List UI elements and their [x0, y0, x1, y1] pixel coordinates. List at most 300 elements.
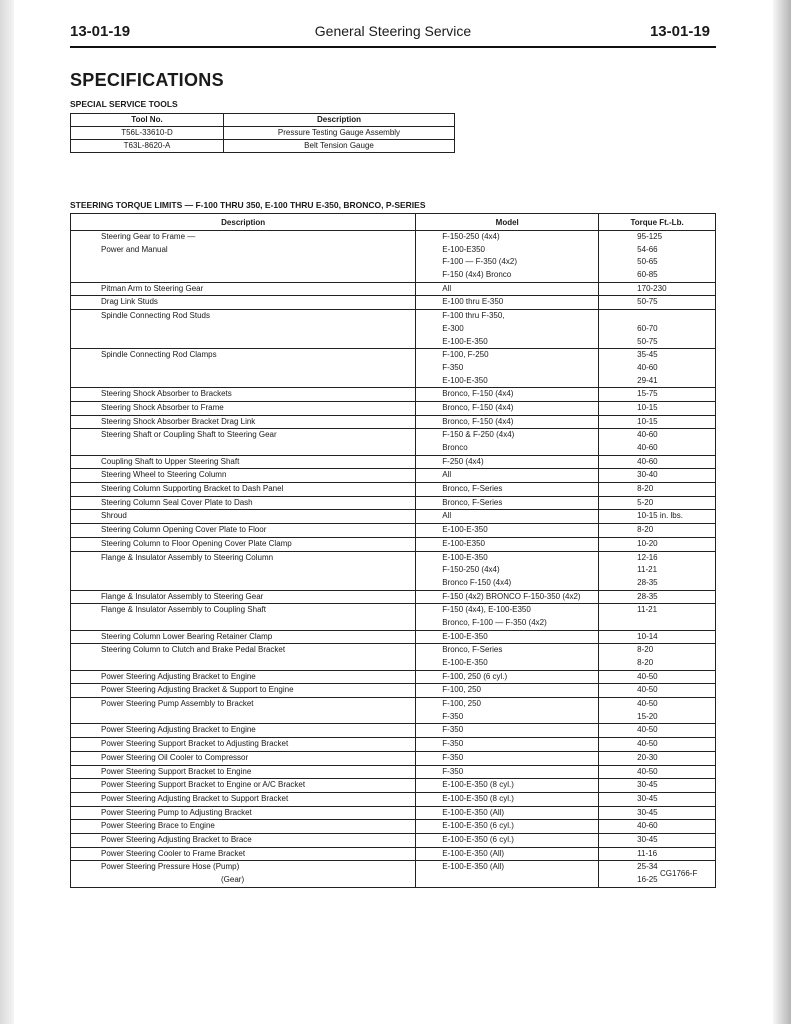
- torque-description-cell: [71, 792, 416, 806]
- torque-model-cell: [416, 698, 599, 724]
- cell-line: 28-35: [637, 591, 658, 601]
- torque-description-cell: [71, 765, 416, 779]
- table-row: [71, 524, 716, 538]
- torque-model-cell: [416, 524, 599, 538]
- torque-value-cell: [599, 751, 716, 765]
- torque-description-cell: [71, 644, 416, 670]
- cell-line: Power Steering Pump to Adjusting Bracket: [101, 807, 252, 817]
- cell-line: 28-35: [637, 577, 658, 587]
- cell-line: 5-20: [637, 497, 654, 507]
- torque-value-cell: [599, 415, 716, 429]
- tools-col-tool-no: Tool No.: [71, 114, 224, 127]
- cell-line: 40-50: [637, 671, 658, 681]
- cell-line: 11-21: [637, 605, 658, 615]
- torque-value-cell: [599, 483, 716, 497]
- cell-line: 10-14: [637, 631, 658, 641]
- torque-model-cell: [416, 537, 599, 551]
- table-row: [71, 861, 716, 887]
- cell-line: [71, 577, 415, 590]
- torque-limits-label: STEERING TORQUE LIMITS — F-100 THRU 350, E-100 THRU E-350, BRONCO, P-SERIES: [70, 200, 426, 210]
- cell-line: [599, 310, 715, 323]
- cell-line: [71, 617, 415, 630]
- page-edge-shadow: [773, 0, 791, 1024]
- torque-description-cell: [71, 510, 416, 524]
- cell-line: Steering Column Lower Bearing Retainer Clamp: [101, 631, 273, 641]
- cell-line: Power Steering Pump Assembly to Bracket: [101, 699, 254, 709]
- torque-description-cell: [71, 483, 416, 497]
- torque-model-cell: [416, 847, 599, 861]
- cell-line: F-350: [442, 766, 464, 776]
- cell-line: Steering Shock Absorber Bracket Drag Link: [101, 416, 256, 426]
- torque-description-cell: [71, 429, 416, 455]
- table-row: [71, 684, 716, 698]
- tools-col-description: Description: [224, 114, 455, 127]
- table-row: [71, 833, 716, 847]
- table-row: [71, 792, 716, 806]
- cell-line: Power and Manual: [101, 244, 168, 254]
- cell-line: 60-70: [637, 323, 658, 333]
- cell-line: E-100-E-350: [442, 552, 488, 562]
- torque-description-cell: [71, 415, 416, 429]
- torque-value-cell: [599, 455, 716, 469]
- cell-line: Power Steering Cooler to Frame Bracket: [101, 848, 246, 858]
- page-binding-edge: [0, 0, 14, 1024]
- torque-model-cell: [416, 401, 599, 415]
- table-row: [71, 388, 716, 402]
- cell-line: Spindle Connecting Rod Studs: [101, 311, 210, 321]
- torque-description-cell: [71, 349, 416, 388]
- cell-line: 12-16: [637, 552, 658, 562]
- cell-line: [71, 564, 415, 577]
- cell-line: 40-60: [637, 821, 658, 831]
- cell-line: (Gear): [221, 875, 245, 884]
- cell-line: 95-125: [637, 232, 663, 241]
- table-row: [71, 738, 716, 752]
- cell-line: Flange & Insulator Assembly to Steering Gear: [101, 591, 264, 601]
- torque-description-cell: [71, 779, 416, 793]
- table-row: [71, 469, 716, 483]
- torque-value-cell: [599, 388, 716, 402]
- cell-line: [71, 256, 415, 269]
- torque-description-cell: [71, 469, 416, 483]
- cell-line: 40-50: [637, 699, 658, 709]
- torque-value-cell: [599, 231, 716, 283]
- table-row: [71, 630, 716, 644]
- cell-line: E-100-E-350 (All): [442, 862, 505, 872]
- torque-value-cell: [599, 537, 716, 551]
- cell-line: Steering Shock Absorber to Brackets: [101, 389, 232, 399]
- cell-line: Bronco: [442, 443, 468, 452]
- cell-line: 50-75: [637, 297, 658, 307]
- torque-model-cell: [416, 670, 599, 684]
- cell-line: 40-60: [637, 443, 658, 452]
- cell-line: Steering Column Supporting Bracket to Dash Panel: [101, 484, 284, 494]
- page-header: [70, 22, 716, 48]
- cell-line: F-150 (4x2) BRONCO F-150-350 (4x2): [442, 591, 581, 601]
- cell-line: 30-45: [637, 834, 658, 844]
- cell-line: 30-45: [637, 793, 658, 803]
- torque-value-cell: [599, 792, 716, 806]
- torque-value-cell: [599, 820, 716, 834]
- cell-line: Steering Wheel to Steering Column: [101, 470, 227, 480]
- tool-number: T56L-33610-D: [71, 127, 224, 140]
- torque-value-cell: [599, 310, 716, 349]
- torque-model-cell: [416, 429, 599, 455]
- torque-description-cell: [71, 724, 416, 738]
- torque-description-cell: [71, 524, 416, 538]
- torque-model-cell: [416, 551, 599, 590]
- cell-line: Power Steering Adjusting Bracket to Brace: [101, 834, 252, 844]
- cell-line: F-350: [442, 739, 464, 749]
- page-number-left: 13-01-19: [70, 23, 131, 40]
- cell-line: Power Steering Support Bracket to Engine or A/C Bracket: [101, 780, 306, 790]
- cell-line: 35-45: [637, 350, 658, 360]
- torque-value-cell: [599, 724, 716, 738]
- table-row: [71, 806, 716, 820]
- torque-value-cell: [599, 590, 716, 604]
- cell-line: Flange & Insulator Assembly to Coupling Shaft: [101, 605, 266, 615]
- table-row: [71, 483, 716, 497]
- cell-line: F-100 thru F-350,: [442, 311, 505, 321]
- torque-model-cell: [416, 724, 599, 738]
- cell-line: 25-34: [637, 862, 658, 872]
- torque-model-cell: [416, 684, 599, 698]
- cell-line: 8-20: [637, 645, 654, 655]
- cell-line: All: [442, 511, 452, 521]
- torque-value-cell: [599, 551, 716, 590]
- special-tools-label: SPECIAL SERVICE TOOLS: [70, 99, 178, 109]
- cell-line: Flange & Insulator Assembly to Steering Column: [101, 552, 274, 562]
- torque-description-cell: [71, 537, 416, 551]
- torque-description-cell: [71, 388, 416, 402]
- cell-line: 16-25: [637, 875, 658, 884]
- table-row: [71, 604, 716, 630]
- cell-line: F-350: [442, 725, 464, 735]
- torque-description-cell: [71, 231, 416, 283]
- torque-model-cell: [416, 510, 599, 524]
- table-row: [71, 282, 716, 296]
- torque-description-cell: [71, 833, 416, 847]
- torque-description-cell: [71, 751, 416, 765]
- cell-line: F-150-250 (4x4): [442, 232, 500, 241]
- table-row: [71, 510, 716, 524]
- cell-line: Steering Shaft or Coupling Shaft to Steering Gear: [101, 430, 277, 440]
- cell-line: E-100-E-350 (6 cyl.): [442, 821, 514, 831]
- cell-line: [71, 657, 415, 670]
- torque-description-cell: [71, 401, 416, 415]
- cell-line: Bronco, F-150 (4x4): [442, 402, 514, 412]
- table-row: [71, 401, 716, 415]
- torque-description-cell: [71, 847, 416, 861]
- torque-model-cell: [416, 806, 599, 820]
- torque-value-cell: [599, 630, 716, 644]
- torque-description-cell: [71, 684, 416, 698]
- specifications-heading: SPECIFICATIONS: [70, 70, 224, 90]
- cell-line: 40-50: [637, 739, 658, 749]
- cell-line: 11-21: [637, 565, 658, 575]
- cell-line: F-150 (4x4), E-100-E350: [442, 605, 531, 615]
- cell-line: All: [442, 283, 452, 293]
- torque-model-cell: [416, 496, 599, 510]
- table-row: [71, 644, 716, 670]
- table-row: [71, 537, 716, 551]
- cell-line: Power Steering Adjusting Bracket to Engine: [101, 671, 256, 681]
- cell-line: Drag Link Studs: [101, 297, 158, 307]
- cell-line: Shroud: [101, 511, 127, 521]
- cell-line: 30-45: [637, 780, 658, 790]
- table-row: [71, 698, 716, 724]
- cell-line: [71, 323, 415, 336]
- cell-line: E-100-E-350: [442, 375, 488, 385]
- table-row: [71, 310, 716, 349]
- cell-line: E-300: [442, 323, 464, 333]
- torque-model-cell: [416, 751, 599, 765]
- cell-line: Power Steering Support Bracket to Engine: [101, 766, 252, 776]
- torque-description-cell: [71, 282, 416, 296]
- cell-line: Power Steering Adjusting Bracket to Engine: [101, 725, 256, 735]
- torque-model-cell: [416, 820, 599, 834]
- torque-description-cell: [71, 698, 416, 724]
- torque-value-cell: [599, 847, 716, 861]
- cell-line: Power Steering Brace to Engine: [101, 821, 215, 831]
- table-row: [71, 765, 716, 779]
- cell-line: 15-20: [637, 711, 658, 721]
- cell-line: 40-60: [637, 430, 658, 440]
- torque-description-cell: [71, 296, 416, 310]
- cell-line: E-100 thru E-350: [442, 297, 504, 307]
- cell-line: F-250 (4x4): [442, 456, 484, 466]
- cell-line: F-350: [442, 752, 464, 762]
- cell-line: Power Steering Adjusting Bracket to Support Bracket: [101, 793, 289, 803]
- cell-line: F-150 & F-250 (4x4): [442, 430, 515, 440]
- torque-description-cell: [71, 670, 416, 684]
- table-row: [71, 296, 716, 310]
- torque-description-cell: [71, 604, 416, 630]
- cell-line: F-100, 250: [442, 685, 481, 695]
- torque-value-cell: [599, 738, 716, 752]
- cell-line: F-100 — F-350 (4x2): [442, 257, 517, 267]
- torque-model-cell: [416, 469, 599, 483]
- cell-line: Steering Gear to Frame —: [101, 232, 196, 241]
- cell-line: [599, 617, 715, 630]
- cell-line: Steering Column to Floor Opening Cover Plate Clamp: [101, 538, 292, 548]
- cell-line: Steering Column to Clutch and Brake Pedal Bracket: [101, 645, 286, 655]
- torque-model-cell: [416, 644, 599, 670]
- torque-col-description: Description: [71, 214, 416, 231]
- cell-line: Pitman Arm to Steering Gear: [101, 283, 204, 293]
- cell-line: E-100-E-350 (8 cyl.): [442, 793, 514, 803]
- cell-line: [71, 269, 415, 282]
- cell-line: Bronco, F-Series: [442, 497, 503, 507]
- cell-line: F-350: [442, 711, 464, 721]
- cell-line: 54-66: [637, 244, 658, 254]
- cell-line: Steering Column Opening Cover Plate to Floor: [101, 525, 267, 535]
- cell-line: [416, 874, 598, 887]
- torque-col-torque: Torque Ft.-Lb.: [599, 214, 716, 231]
- torque-model-cell: [416, 833, 599, 847]
- torque-model-cell: [416, 483, 599, 497]
- special-tools-table: [70, 113, 455, 153]
- cell-line: 8-20: [637, 525, 654, 535]
- cell-line: [71, 442, 415, 455]
- cell-line: 29-41: [637, 375, 658, 385]
- cell-line: 40-50: [637, 685, 658, 695]
- torque-model-cell: [416, 455, 599, 469]
- torque-value-cell: [599, 524, 716, 538]
- cell-line: Coupling Shaft to Upper Steering Shaft: [101, 456, 240, 466]
- tool-number: T63L-8620-A: [71, 140, 224, 153]
- cell-line: E-100-E350: [442, 538, 485, 548]
- torque-value-cell: [599, 496, 716, 510]
- torque-value-cell: [599, 282, 716, 296]
- cell-line: 30-40: [637, 470, 658, 480]
- torque-description-cell: [71, 820, 416, 834]
- cell-line: Power Steering Oil Cooler to Compressor: [101, 752, 249, 762]
- torque-model-cell: [416, 630, 599, 644]
- cell-line: F-100, 250: [442, 699, 481, 709]
- cell-line: E-100-E-350: [442, 525, 488, 535]
- torque-model-cell: [416, 590, 599, 604]
- cell-line: 40-60: [637, 456, 658, 466]
- torque-description-cell: [71, 738, 416, 752]
- cell-line: 15-75: [637, 389, 658, 399]
- cell-line: F-150-250 (4x4): [442, 565, 500, 575]
- cell-line: 11-16: [637, 848, 658, 858]
- cell-line: 40-50: [637, 766, 658, 776]
- table-row: [71, 724, 716, 738]
- torque-model-cell: [416, 296, 599, 310]
- cell-line: E-100-E-350: [442, 336, 488, 346]
- table-row: [71, 455, 716, 469]
- cell-line: 20-30: [637, 752, 658, 762]
- torque-value-cell: [599, 861, 716, 887]
- torque-description-cell: [71, 455, 416, 469]
- cell-line: F-150 (4x4) Bronco: [442, 270, 512, 280]
- table-row: [71, 127, 455, 140]
- torque-model-cell: [416, 349, 599, 388]
- torque-value-cell: [599, 684, 716, 698]
- cell-line: 8-20: [637, 484, 654, 494]
- cell-line: 60-85: [637, 270, 658, 280]
- table-row: [71, 779, 716, 793]
- cell-line: 10-15: [637, 416, 658, 426]
- torque-description-cell: [71, 806, 416, 820]
- tool-description: Pressure Testing Gauge Assembly: [224, 127, 455, 140]
- torque-description-cell: [71, 630, 416, 644]
- cell-line: F-100, F-250: [442, 350, 489, 360]
- torque-model-cell: [416, 282, 599, 296]
- cell-line: Bronco, F-150 (4x4): [442, 416, 514, 426]
- torque-model-cell: [416, 765, 599, 779]
- table-row: [71, 349, 716, 388]
- torque-model-cell: [416, 779, 599, 793]
- torque-model-cell: [416, 861, 599, 887]
- cell-line: Bronco F-150 (4x4): [442, 577, 512, 587]
- torque-description-cell: [71, 551, 416, 590]
- cell-line: 40-50: [637, 725, 658, 735]
- cell-line: [71, 375, 415, 388]
- torque-description-cell: [71, 590, 416, 604]
- cell-line: Power Steering Pressure Hose (Pump): [101, 862, 240, 872]
- cell-line: F-350: [442, 362, 464, 372]
- cell-line: Bronco, F-Series: [442, 484, 503, 494]
- page-number-right: 13-01-19: [649, 23, 710, 40]
- torque-value-cell: [599, 510, 716, 524]
- torque-col-model: Model: [416, 214, 599, 231]
- torque-value-cell: [599, 604, 716, 630]
- table-row: [71, 415, 716, 429]
- cell-line: Bronco, F-Series: [442, 645, 503, 655]
- cell-line: [71, 336, 415, 349]
- cell-line: Steering Shock Absorber to Frame: [101, 402, 224, 412]
- figure-code: CG1766-F: [660, 869, 698, 878]
- torque-value-cell: [599, 296, 716, 310]
- table-row: [71, 496, 716, 510]
- torque-description-cell: [71, 861, 416, 887]
- torque-value-cell: [599, 765, 716, 779]
- table-row: [71, 231, 716, 283]
- cell-line: F-100, 250 (6 cyl.): [442, 671, 508, 681]
- torque-model-cell: [416, 231, 599, 283]
- torque-model-cell: [416, 388, 599, 402]
- torque-model-cell: [416, 738, 599, 752]
- cell-line: E-100-E350: [442, 244, 485, 254]
- torque-model-cell: [416, 604, 599, 630]
- torque-value-cell: [599, 670, 716, 684]
- torque-description-cell: [71, 310, 416, 349]
- torque-model-cell: [416, 792, 599, 806]
- torque-value-cell: [599, 401, 716, 415]
- torque-value-cell: [599, 779, 716, 793]
- cell-line: 10-15: [637, 402, 658, 412]
- table-row: [71, 751, 716, 765]
- torque-limits-table: [70, 213, 716, 888]
- cell-line: Bronco, F-150 (4x4): [442, 389, 514, 399]
- table-row: [71, 140, 455, 153]
- cell-line: [71, 362, 415, 375]
- torque-value-cell: [599, 698, 716, 724]
- table-row: [71, 590, 716, 604]
- cell-line: All: [442, 470, 452, 480]
- cell-line: E-100-E-350: [442, 658, 488, 667]
- cell-line: Bronco, F-100 — F-350 (4x2): [442, 617, 547, 627]
- tool-description: Belt Tension Gauge: [224, 140, 455, 153]
- cell-line: [71, 711, 415, 724]
- torque-value-cell: [599, 644, 716, 670]
- cell-line: Spindle Connecting Rod Clamps: [101, 350, 217, 360]
- table-row: [71, 551, 716, 590]
- table-row: [71, 847, 716, 861]
- torque-table-body: [71, 231, 716, 888]
- cell-line: 170-230: [637, 283, 667, 293]
- cell-line: Power Steering Adjusting Bracket & Support to Engine: [101, 685, 294, 695]
- cell-line: E-100-E-350: [442, 631, 488, 641]
- cell-line: 40-60: [637, 362, 658, 372]
- cell-line: E-100-E-350 (All): [442, 848, 505, 858]
- cell-line: 50-65: [637, 257, 658, 267]
- torque-model-cell: [416, 415, 599, 429]
- cell-line: E-100-E-350 (8 cyl.): [442, 780, 514, 790]
- torque-value-cell: [599, 833, 716, 847]
- torque-value-cell: [599, 806, 716, 820]
- torque-value-cell: [599, 429, 716, 455]
- section-title: General Steering Service: [314, 23, 472, 39]
- cell-line: E-100-E-350 (6 cyl.): [442, 834, 514, 844]
- cell-line: Power Steering Support Bracket to Adjusting Bracket: [101, 739, 289, 749]
- table-row: [71, 820, 716, 834]
- torque-model-cell: [416, 310, 599, 349]
- cell-line: 30-45: [637, 807, 658, 817]
